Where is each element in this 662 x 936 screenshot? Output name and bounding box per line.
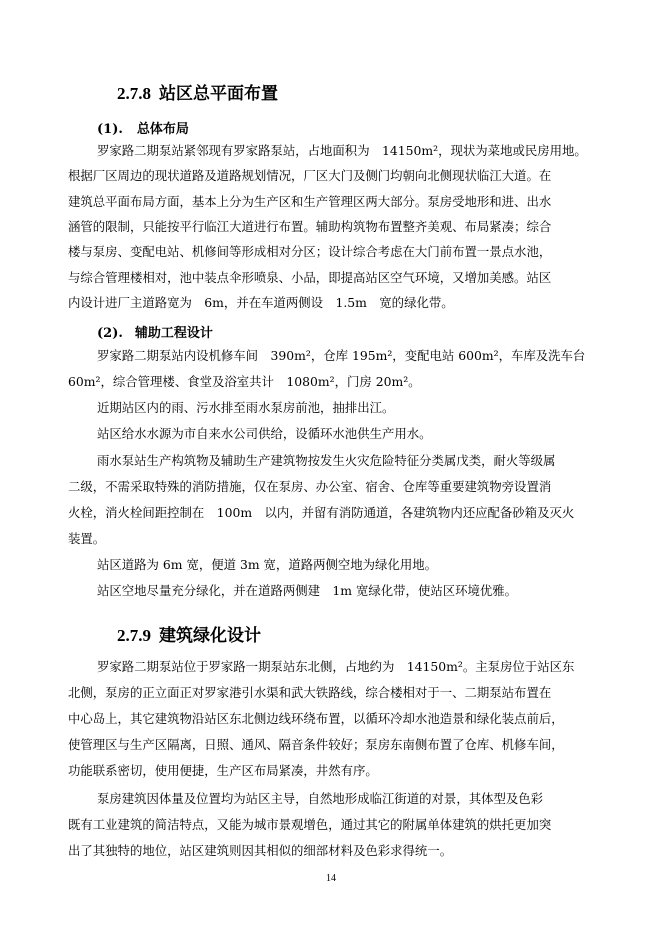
section-number: 2.7.8 [117, 84, 151, 103]
text-line: 罗家路二期泵站位于罗家路一期泵站东北侧，占地约为 14150m²。主泵房位于站区东 [97, 659, 575, 674]
text-line: 装置。 [68, 531, 106, 546]
paragraph-drainage: 近期站区内的雨、污水排至雨水泵房前池，抽排出江。 [97, 400, 395, 415]
text-line: 涵管的限制，只能按平行临江大道进行布置。辅助构筑物布置整齐美观、布局紧凑；综合 [68, 219, 552, 234]
text-line: 出了其独特的地位，站区建筑则因其相似的细部材料及色彩求得统一。 [68, 843, 453, 858]
text-line: 楼与泵房、变配电站、机修间等形成相对分区；设计综合考虑在大门前布置一景点水池， [68, 244, 552, 259]
page-number: 14 [326, 873, 336, 884]
subheading-auxiliary-design [97, 322, 213, 341]
section-title: 建筑绿化设计 [159, 626, 261, 646]
subsection-title: 辅助工程设计 [134, 326, 213, 341]
subsection-label: (1). [97, 122, 123, 137]
paragraph-roads: 站区道路为 6m 宽，便道 3m 宽，道路两侧空地为绿化用地。 [97, 557, 438, 572]
text-line: 60m²，综合管理楼、食堂及浴室共计 1080m²，门房 20m²。 [68, 374, 421, 389]
text-line: 二级，不需采取特殊的消防措施，仅在泵房、办公室、宿舍、仓库等重要建筑物旁设置消 [68, 479, 552, 494]
text-line: 与综合管理楼相对，池中装点伞形喷泉、小品，即提高站区空气环境，又增加美感。站区 [68, 270, 552, 285]
section-number: 2.7.9 [117, 626, 151, 645]
text-line: 雨水泵站生产构筑物及辅助生产建筑物按发生火灾危险特征分类属戊类，耐火等级属 [97, 453, 556, 468]
text-line: 建筑总平面布局方面，基本上分为生产区和生产管理区两大部分。泵房受地形和进、出水 [68, 194, 552, 209]
text-line: 内设计进厂主道路宽为 6m，并在车道两侧设 1.5m 宽的绿化带。 [68, 295, 454, 310]
text-line: 罗家路二期泵站内设机修车间 390m²，仓库 195m²，变配电站 600m²，车库及洗车台 [97, 348, 586, 363]
text-line: 罗家路二期泵站紧邻现有罗家路泵站，占地面积为 14150m²，现状为菜地或民房用地。 [97, 143, 587, 158]
heading-2-7-9 [117, 621, 261, 646]
subheading-overall-layout [97, 118, 189, 137]
text-line: 使管理区与生产区隔离，日照、通风、隔音条件较好；泵房东南侧布置了仓库、机修车间， [68, 737, 564, 752]
text-line: 功能联系密切，使用便捷，生产区布局紧凑，井然有序。 [68, 763, 378, 778]
text-line: 泵房建筑因体量及位置均为站区主导，自然地形成临江街道的对景，其体型及色彩 [97, 791, 544, 806]
section-title: 站区总平面布置 [159, 84, 278, 104]
heading-2-7-8 [117, 79, 278, 104]
subsection-label: (2). [97, 326, 123, 341]
paragraph-water-supply: 站区给水水源为市自来水公司供给，设循环水池供生产用水。 [97, 426, 432, 441]
text-line: 中心岛上，其它建筑物沿站区东北侧边线环绕布置，以循环冷却水池造景和绿化装点前后， [68, 711, 564, 726]
paragraph-greening: 站区空地尽量充分绿化，并在道路两侧建 1m 宽绿化带，使站区环境优雅。 [97, 583, 518, 598]
text-line: 根据厂区周边的现状道路及道路规划情况，厂区大门及侧门均朝向北侧现状临江大道。在 [68, 168, 552, 183]
subsection-title: 总体布局 [136, 122, 189, 137]
text-line: 北侧，泵房的正立面正对罗家港引水渠和武大铁路线，综合楼相对于一、二期泵站布置在 [68, 685, 552, 700]
text-line: 既有工业建筑的简洁特点，又能为城市景观增色，通过其它的附属单体建筑的烘托更加突 [68, 817, 552, 832]
text-line: 火栓，消火栓间距控制在 100m 以内，并留有消防通道，各建筑物内还应配备砂箱及灭火 [68, 505, 575, 520]
